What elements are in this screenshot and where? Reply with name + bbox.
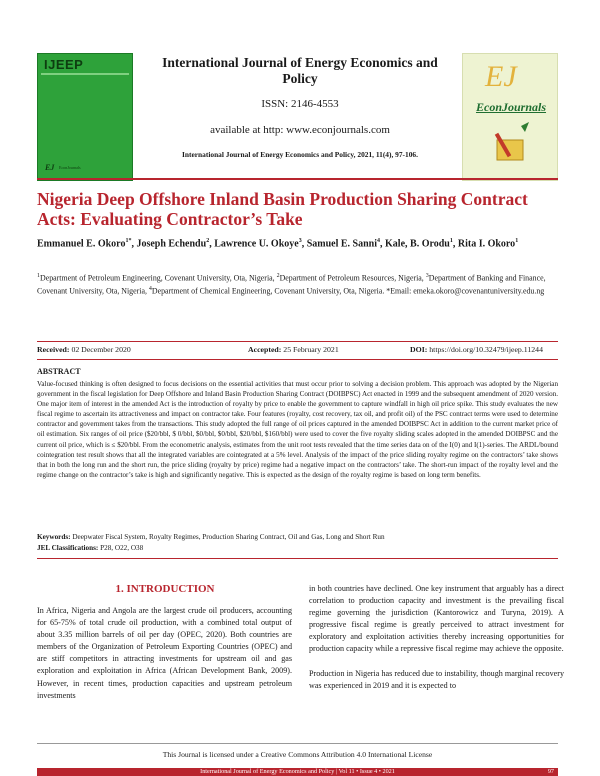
author-name: Kale, B. Orodu <box>385 238 450 250</box>
doi <box>410 345 543 354</box>
keywords-value: Deepwater Fiscal System, Royalty Regimes, Production Sharing Contract, Oil and Gas, Long and Short Run <box>72 533 385 541</box>
author-sup: 2 <box>206 238 210 244</box>
doi-link[interactable]: https://doi.org/10.32479/ijeep.11244 <box>429 345 543 354</box>
jel-value: P28, O22, O38 <box>100 544 144 552</box>
doi-label: DOI: <box>410 345 428 354</box>
author-name: Rita I. Okoro <box>457 238 516 250</box>
paragraph: In Africa, Nigeria and Angola are the largest crude oil producers, accounting for 65-75% of total crude oil production, with a combined total output of about 3.35 million barrels of oil per day (OPEC, 2020). Both countries are members of the Organization of Petroleum Exporting Countries (OPEC) and are stiff competitors in attracting investments for upstream oil and gas exploration and exploitation in Africa (African Development Bank, 2009). However, in recent times, production capacities and upstream petroleum investments <box>37 606 292 700</box>
dates-divider-bottom <box>37 359 558 360</box>
affil-sup: 2 <box>276 273 280 279</box>
cover-title: IJEEP <box>44 57 84 72</box>
author-list: Emmanuel E. Okoro$^{1*}$, Joseph Echendu$^2$, Lawrence U. Okoye$^3$, Samuel E. Sanni$^4$, Kale, B. Orodu$^1$, Rita I. Okoro$^1$ <box>37 238 519 250</box>
affil-sup: 1 <box>37 273 40 279</box>
econjournals-logo <box>462 53 558 181</box>
author-sup: 4 <box>377 238 381 244</box>
page-number: 97 <box>547 768 554 775</box>
pencil-icon <box>493 118 533 168</box>
received-label: Received: <box>37 345 70 354</box>
author-name: Samuel E. Sanni <box>306 238 378 250</box>
affiliation-2: Department of Petroleum Resources, Nigeria, <box>279 273 426 283</box>
author-name: Lawrence U. Okoye <box>214 238 299 250</box>
journal-title: International Journal of Energy Economics and Policy <box>162 55 438 86</box>
affil-sup: 3 <box>425 273 429 279</box>
abstract-text: Value-focused thinking is often designed to focus decisions on the essential activities that must occur prior to solving a decision problem. This approach was adopted by the Nigerian government in the fiscal legislation for Deep Offshore and Inland Basin Production Sharing Contract (DOIBPSC) Act enacted in 1999 and the subsequent amendment of 2020 version. One major item of interest in the amended Act is the introduction of royalty by price to enable the government to capture windfall in high oil price spike. This study evaluates the new fiscal regime to ascertain its attractiveness and impact on contractor take. Four features (royalty, cost recovery, tax oil, and profit oil) of the PSC contract terms were used to determine contractor and government takes from the transactions. This study adopted the full range of oil prices captured in the amended DOIBPSC Act in addition to the current market price of oil estimation. Six ranges of oil price ($20/bbl, $ 0/bbl, $0/bbl, $0/bbl, $20/bbl, $160/bbl) were used to cover the five royalty sliding scales adopted in the amended DOIBPSC and the current oil price, which is ≤ $20/bbl. From the econometric analysis, estimates from the unit root tests revealed that the time series data on of the I(0) and I(1)-series. The ARDL/bound cointegration test result shows that all the integrated variables are cointegrated at a 5% level. Analysis of the impact of the price sliding royalty regime on the contractors’ take shows that in both the long run and the short run, the price sliding (royalty by price) regime had a negative impact on the contractors’ take. The short-run impact of the royalty level and the regime change on the contractor’s take is high and significantly negative. This is expected as the design of the royalty regime is based on long term benefits. <box>37 380 558 479</box>
cover-publisher-sub: EconJournals <box>59 165 81 170</box>
accepted-label: Accepted: <box>248 345 282 354</box>
received-value: 02 December 2020 <box>71 345 131 354</box>
keywords-label: Keywords: <box>37 533 71 541</box>
author-sup: 1 <box>449 238 453 244</box>
license-notice: This Journal is licensed under a Creative Commons Attribution 4.0 International License <box>162 750 433 759</box>
corresponding-email[interactable]: *Email: emeka.okoro@covenantuniversity.edu.ng <box>386 286 545 296</box>
cover-strip <box>41 73 129 75</box>
abstract-heading: ABSTRACT <box>37 367 81 376</box>
affiliations <box>37 271 562 297</box>
keywords <box>37 533 385 541</box>
journal-availability: available at http: www.econjournals.com <box>210 124 390 136</box>
affil-sup: 4 <box>148 285 152 292</box>
article-title: Nigeria Deep Offshore Inland Basin Production Sharing Contract Acts: Evaluating Contractor’s Take <box>37 189 528 229</box>
jel-classifications <box>37 544 143 552</box>
header-divider <box>37 178 558 180</box>
section-heading: 1. INTRODUCTION <box>115 583 215 595</box>
author-name: Joseph Echendu <box>136 238 207 250</box>
received-date <box>37 345 131 354</box>
journal-issn: ISSN: 2146-4553 <box>261 98 339 110</box>
accepted-value: 25 February 2021 <box>283 345 339 354</box>
author-sup: 3 <box>298 238 302 244</box>
footer-bar <box>37 768 558 776</box>
author-name: Emmanuel E. Okoro <box>37 238 126 250</box>
left-column <box>37 605 292 714</box>
dates-divider-top <box>37 341 558 342</box>
footer-divider <box>37 743 558 744</box>
right-column <box>309 583 564 704</box>
accepted-date <box>248 345 339 354</box>
author-sup: 1* <box>125 238 132 244</box>
journal-citation: International Journal of Energy Economics and Policy, 2021, 11(4), 97-106. <box>182 150 418 159</box>
paragraph: Production in Nigeria has reduced due to instability, though marginal recovery was experienced in 2019 and it is expected to <box>309 668 564 690</box>
logo-name: EconJournals <box>475 100 547 114</box>
author-sup: 1 <box>515 238 519 244</box>
abstract-divider <box>37 558 558 559</box>
paragraph: in both countries have declined. One key instrument that arguably has a direct correlation to production capacity and investment is the prevailing fiscal regime governing the jurisdiction (Kantorowicz and Turyna, 2019). A progressive fiscal regime is greatly perceived to attract investment for exploratory and exploitation activities thereby increasing opportunities for production capacity while a repressive fiscal regime may achieve the opposite. <box>309 584 564 654</box>
affiliation-1: Department of Petroleum Engineering, Covenant University, Ota, Nigeria, <box>40 273 277 283</box>
affiliation-4: Department of Chemical Engineering, Covenant University, Ota, Nigeria. <box>151 286 387 296</box>
running-title: International Journal of Energy Economics and Policy | Vol 11 • Issue 4 • 2021 <box>200 768 395 775</box>
cover-publisher: EJ <box>45 163 55 172</box>
affiliation-3: Department of Banking and Finance, Covenant University, Ota, Nigeria, <box>37 273 546 296</box>
journal-cover-image <box>37 53 133 181</box>
jel-label: JEL Classifications: <box>37 544 99 552</box>
logo-letters: EJ <box>485 60 517 93</box>
